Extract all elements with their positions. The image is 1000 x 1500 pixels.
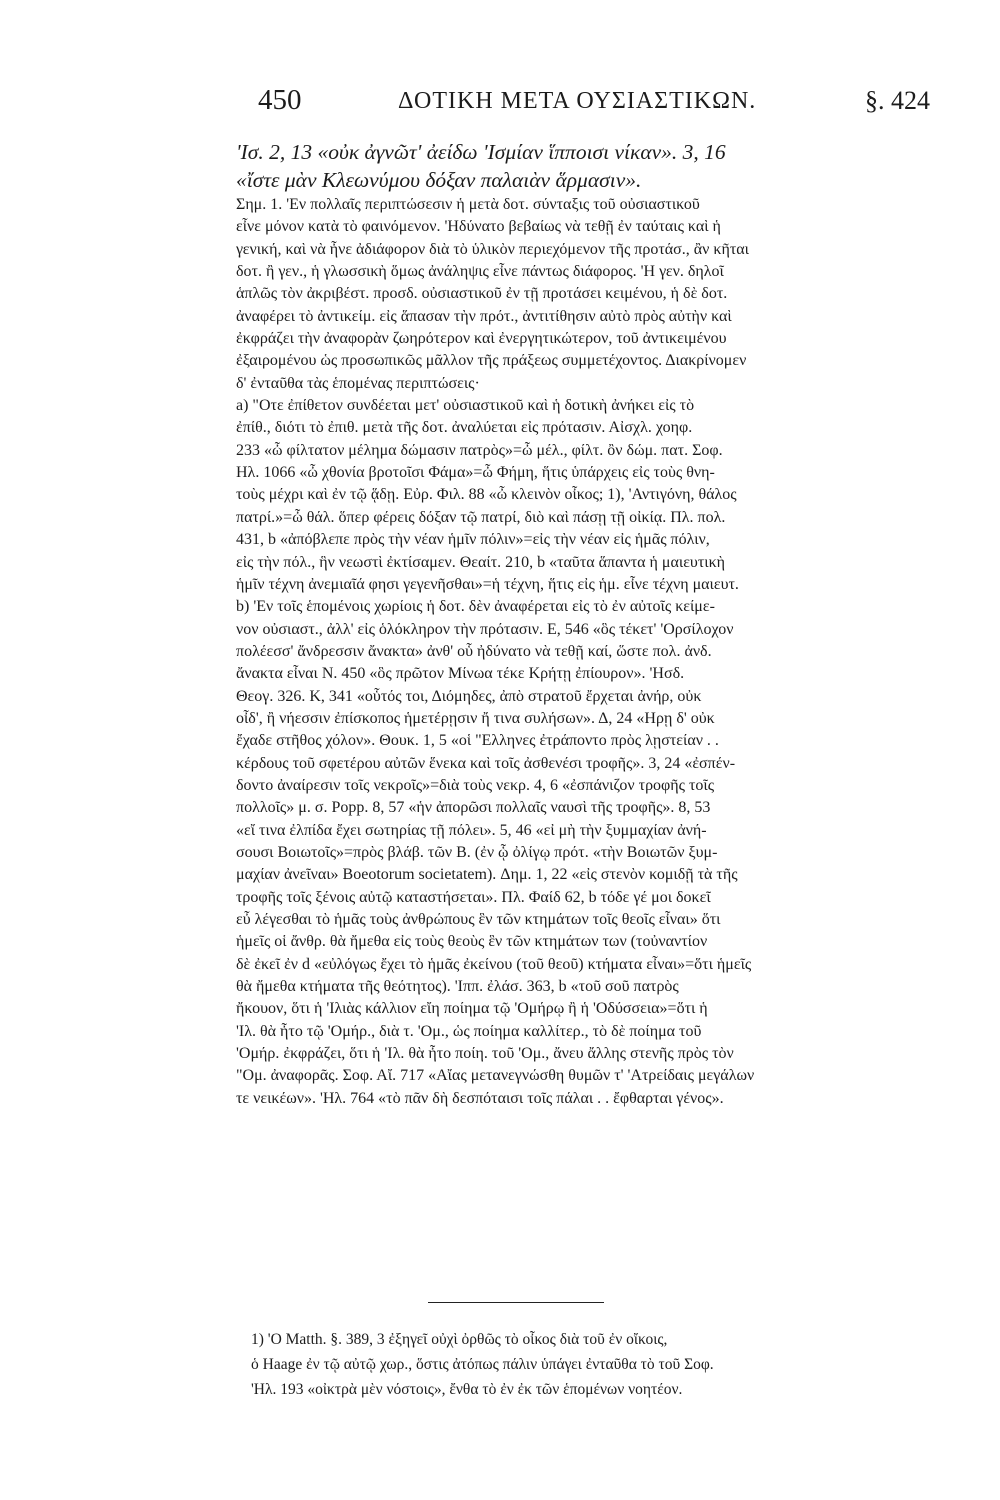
text-line: δ' ἐνταῦθα τὰς ἑπομένας περιπτώσεις·: [236, 374, 480, 392]
text-line: ἐπίθ., διότι τὸ ἐπιθ. μετὰ τῆς δοτ. ἀναλύεται εἰς πρότασιν. Αἰσχλ. χοηφ.: [236, 419, 693, 437]
intro-line: «ἴστε μὰν Κλεωνύμου δόξαν παλαιὰν ἅρμασιν».: [236, 168, 642, 192]
text-line: 431, b «ἀπόβλεπε πρὸς τὴν νέαν ἡμῖν πόλιν»=εἰς τὴν νέαν εἰς ἡμᾶς πόλιν,: [236, 531, 710, 549]
text-line: "Ομ. ἀναφορᾶς. Σοφ. Αἴ. 717 «Αἴας μετανεγνώσθη θυμῶν τ' 'Ατρείδαις μεγάλων: [236, 1067, 755, 1085]
text-line: Θεογ. 326. Κ, 341 «οὗτός τοι, Διόμηδες, ἀπὸ στρατοῦ ἔρχεται ἀνήρ, οὐκ: [236, 687, 702, 705]
text-line: b) 'Εν τοῖς ἑπομένοις χωρίοις ἡ δοτ. δὲν ἀναφέρεται εἰς τὸ ἐν αὐτοῖς κείμε-: [236, 598, 715, 616]
text-line: a) "Οτε ἐπίθετον συνδέεται μετ' οὐσιαστικοῦ καὶ ἡ δοτικὴ ἀνήκει εἰς τὸ: [236, 397, 695, 415]
text-line: δοτ. ἢ γεν., ἡ γλωσσικὴ ὅμως ἀνάληψις εἶνε πάντως διάφορος. 'Η γεν. δηλοῖ: [236, 263, 724, 281]
footnote-line: 1) 'Ο Matth. §. 389, 3 ἐξηγεῖ οὐχὶ ὀρθῶς τὸ οἶκος διὰ τοῦ ἐν οἴκοις,: [251, 1331, 668, 1348]
text-line: ἄνακτα εἶναι Ν. 450 «ὃς πρῶτον Μίνωα τέκε Κρήτῃ ἐπίουρον». 'Ησδ.: [236, 665, 685, 683]
intro-lines: [236, 138, 926, 194]
intro-line: 'Ισ. 2, 13 «οὐκ ἀγνῶτ' ἀείδω 'Ισμίαν ἵπποισι νίκαν». 3, 16: [236, 140, 726, 164]
footnote-line: 'Ηλ. 193 «οἰκτρὰ μὲν νόστοις», ἔνθα τὸ ἐν ἐκ τῶν ἑπομένων νοητέον.: [251, 1381, 683, 1398]
text-line: τοὺς μέχρι καὶ ἐν τῷ ᾅδῃ. Εὐρ. Φιλ. 88 «ὦ κλεινὸν οἶκος; 1), 'Αντιγόνη, θάλος: [236, 486, 737, 504]
text-line: 233 «ὦ φίλτατον μέλημα δώμασιν πατρὸς»=ὦ μέλ., φίλτ. ὂν δώμ. πατ. Σοφ.: [236, 441, 723, 459]
running-header: [258, 84, 930, 128]
text-line: πολέεσσ' ἄνδρεσσιν ἄνακτα» ἀνθ' οὗ ἠδύνατο νὰ τεθῇ καί, ὥστε πολ. ἀνδ.: [236, 642, 712, 660]
footnote-separator: [428, 1302, 604, 1303]
text-line: Ηλ. 1066 «ὦ χθονία βροτοῖσι Φάμα»=ὦ Φήμη, ἥτις ὑπάρχεις εἰς τοὺς θνη-: [236, 464, 715, 482]
text-line: σουσι Βοιωτοῖς»=πρὸς βλάβ. τῶν Β. (ἐν ᾧ ὀλίγῳ πρότ. «τὴν Βοιωτῶν ξυμ-: [236, 843, 718, 861]
text-line: τε νεικέων». 'Ηλ. 764 «τὸ πᾶν δὴ δεσπόταισι τοῖς πάλαι . . ἔφθαρται γένος».: [236, 1089, 724, 1107]
text-line: 'Ιλ. θὰ ἦτο τῷ 'Ομήρ., διὰ τ. 'Ομ., ὡς ποίημα καλλίτερ., τὸ δὲ ποίημα τοῦ: [236, 1022, 702, 1040]
text-line: δὲ ἐκεῖ ἐν d «εὐλόγως ἔχει τὸ ἡμᾶς ἐκείνου (τοῦ θεοῦ) κτήματα εἶναι»=ὅτι ἡμεῖς: [236, 955, 752, 973]
text-line: μαχίαν ἀνεῖναι» Boeotorum societatem). Δημ. 1, 22 «εἰς στενὸν κομιδῇ τὰ τῆς: [236, 866, 738, 884]
text-line: ἤκουον, ὅτι ἡ 'Ιλιὰς κάλλιον εἴη ποίημα τῷ 'Ομήρῳ ἢ ἡ 'Οδύσσεια»=ὅτι ἡ: [236, 1000, 708, 1018]
footnote: [251, 1327, 923, 1402]
text-line: τροφῆς τοῖς ξένοις αὐτῷ καταστήσεται». Πλ. Φαίδ 62, b τόδε γέ μοι δοκεῖ: [236, 888, 711, 906]
text-line: [236, 1110, 926, 1132]
running-title: ΔΟΤΙΚΗ ΜΕΤΑ ΟΥΣΙΑΣΤΙΚΩΝ.: [398, 88, 757, 114]
text-line: εἶνε μόνον κατὰ τὸ φαινόμενον. 'Ηδύνατο βεβαίως νὰ τεθῇ ἐν ταύταις καὶ ἡ: [236, 218, 721, 236]
text-line: θὰ ἤμεθα κτήματα τῆς θεότητος). 'Ιππ. ἐλάσ. 363, b «τοῦ σοῦ πατρὸς: [236, 978, 679, 996]
text-line: «εἴ τινα ἐλπίδα ἔχει σωτηρίας τῇ πόλει». 5, 46 «εἰ μὴ τὴν ξυμμαχίαν ἀνή-: [236, 821, 707, 839]
text-line: ἔχαδε στῆθος χόλον». Θουκ. 1, 5 «οἱ "Ελληνες ἐτράποντο πρὸς λῃστείαν . .: [236, 732, 719, 750]
text-line: ἡμεῖς οἱ ἄνθρ. θὰ ἤμεθα εἰς τοὺς θεοὺς ἓν τῶν κτημάτων των (τοὐναντίον: [236, 933, 708, 951]
text-line: Σημ. 1. 'Εν πολλαῖς περιπτώσεσιν ἡ μετὰ δοτ. σύνταξις τοῦ οὐσιαστικοῦ: [236, 196, 700, 213]
text-line: γενική, καὶ νὰ ἦνε ἀδιάφορον διὰ τὸ ὑλικὸν περιεχόμενον τῆς προτάσ., ἂν κῆται: [236, 240, 749, 258]
text-line: εἰς τὴν πόλ., ἣν νεωστὶ ἐκτίσαμεν. Θεαίτ. 210, b «ταῦτα ἅπαντα ἡ μαιευτικὴ: [236, 553, 725, 571]
text-line: ἀναφέρει τὸ ἀντικείμ. εἰς ἅπασαν τὴν πρότ., ἀντιτίθησιν αὐτὸ πρὸς αὐτὴν καὶ: [236, 307, 732, 325]
section-number: §. 424: [865, 86, 930, 115]
text-line: πατρί.»=ὦ θάλ. ὅπερ φέρεις δόξαν τῷ πατρί, διὸ καὶ πάσῃ τῇ οἰκίᾳ. Πλ. πολ.: [236, 508, 726, 526]
text-line: νον οὐσιαστ., ἀλλ' εἰς ὁλόκληρον τὴν πρότασιν. Ε, 546 «ὃς τέκετ' 'Ορσίλοχον: [236, 620, 734, 638]
text-line: ἐξαιρομένου ὡς προσωπικῶς μᾶλλον τῆς πράξεως συμμετέχοντος. Διακρίνομεν: [236, 352, 747, 370]
text-line: ἁπλῶς τὸν ἀκριβέστ. προσδ. οὐσιαστικοῦ ἐν τῇ προτάσει κειμένου, ἡ δὲ δοτ.: [236, 285, 728, 303]
text-line: 'Ομήρ. ἐκφράζει, ὅτι ἡ 'Ιλ. θὰ ἦτο ποίη. τοῦ 'Ομ., ἄνευ ἄλλης στενῆς πρὸς τὸν: [236, 1045, 734, 1063]
text-line: ἡμῖν τέχνη ἀνεμιαῖά φησι γεγενῆσθαι»=ἡ τέχνη, ἥτις εἰς ἡμ. εἶνε τέχνη μαιευτ.: [236, 575, 739, 593]
main-text: [236, 138, 926, 1132]
text-line: δοντο ἀναίρεσιν τοῖς νεκροῖς»=διὰ τοὺς νεκρ. 4, 6 «ἐσπάνιζον τροφῆς τοῖς: [236, 776, 715, 794]
text-line: εὖ λέγεσθαι τὸ ἡμᾶς τοὺς ἀνθρώπους ἓν τῶν κτημάτων τοῖς θεοῖς εἶναι» ὅτι: [236, 911, 721, 928]
text-line: πολλοῖς» μ. σ. Popp. 8, 57 «ἡν ἀπορῶσι πολλαῖς ναυσὶ τῆς τροφῆς». 8, 53: [236, 799, 711, 817]
page-number: 450: [258, 84, 302, 116]
text-line: ἐκφράζει τὴν ἀναφορὰν ζωηρότερον καὶ ἐνεργητικώτερον, τοῦ ἀντικειμένου: [236, 330, 727, 348]
text-line: κέρδους τοῦ σφετέρου αὐτῶν ἕνεκα καὶ τοῖς ἀσθενέσι τροφῆς». 3, 24 «ἐσπέν-: [236, 754, 736, 772]
body-lines: [236, 194, 926, 1132]
footnote-line: ὁ Haage ἐν τῷ αὐτῷ χωρ., ὅστις ἀτόπως πάλιν ὑπάγει ἐνταῦθα τὸ τοῦ Σοφ.: [251, 1356, 714, 1373]
text-line: οἶδ', ἢ νήεσσιν ἐπίσκοπος ἡμετέρῃσιν ἤ τινα συλήσων». Δ, 24 «Ηρῃ δ' οὐκ: [236, 709, 715, 727]
